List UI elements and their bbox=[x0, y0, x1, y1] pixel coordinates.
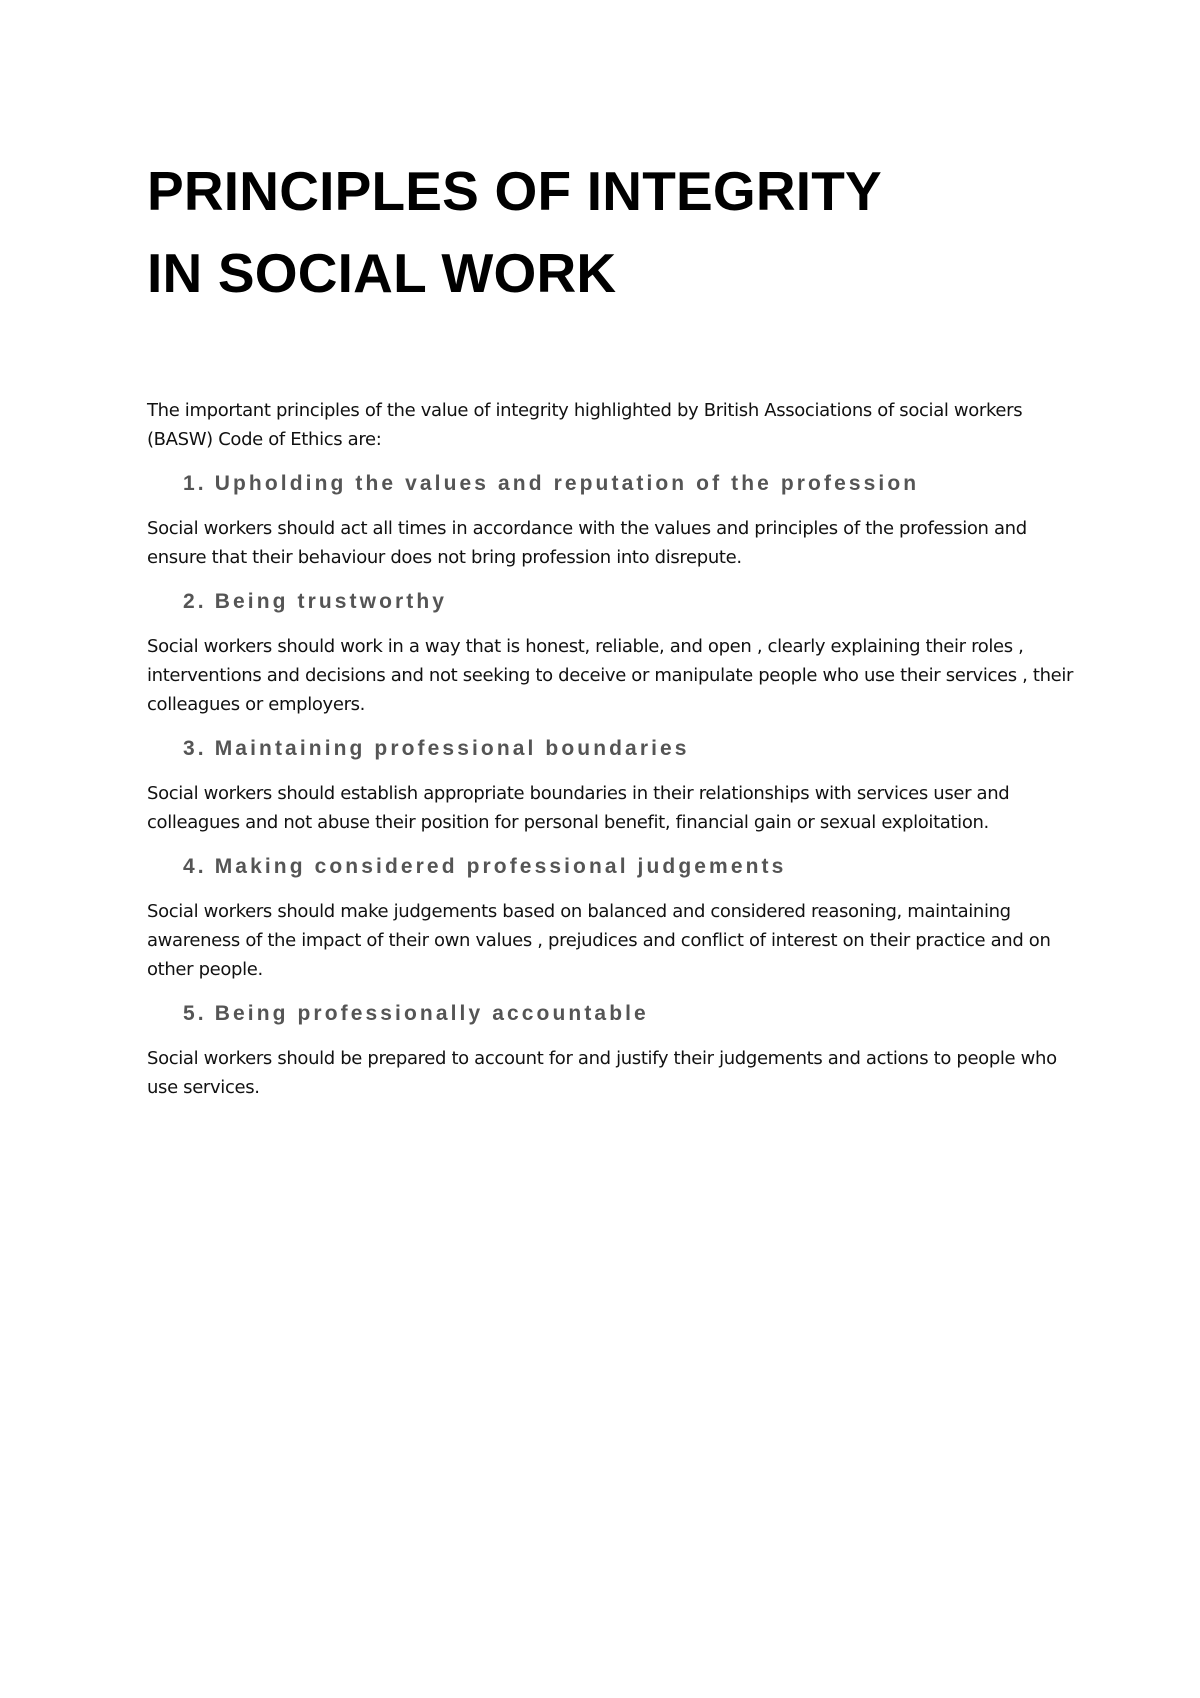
page-title-line-2: IN SOCIAL WORK bbox=[147, 242, 617, 304]
page-title bbox=[147, 150, 882, 314]
principle-number-5: 5. bbox=[183, 1002, 207, 1025]
principle-heading-4 bbox=[183, 853, 1077, 881]
intro-paragraph: The important principles of the value of integrity highlighted by British Associations of social workers (BASW) Code of Ethics are: bbox=[147, 400, 1023, 450]
principle-title-3: Maintaining professional boundaries bbox=[214, 737, 690, 760]
principle-number-1: 1. bbox=[183, 472, 207, 495]
principle-number-2: 2. bbox=[183, 590, 207, 613]
principle-text-1: Social workers should act all times in accordance with the values and principles of the profession and ensure that their behaviour does not bring profession into disrepute. bbox=[147, 518, 1027, 568]
principle-heading-1 bbox=[183, 470, 1077, 498]
principle-heading-5 bbox=[183, 1000, 1077, 1028]
principle-section-3 bbox=[147, 735, 1077, 837]
principle-heading-2 bbox=[183, 588, 1077, 616]
principle-text-3: Social workers should establish appropriate boundaries in their relationships with services user and colleagues and not abuse their position for personal benefit, financial gain or sexual exploitation. bbox=[147, 783, 1010, 833]
principle-text-2: Social workers should work in a way that is honest, reliable, and open , clearly explaining their roles , interventions and decisions and not seeking to deceive or manipulate people who use their services , their colleagues or employers. bbox=[147, 636, 1074, 715]
principle-title-1: Upholding the values and reputation of the profession bbox=[214, 472, 920, 495]
principle-heading-3 bbox=[183, 735, 1077, 763]
principle-number-4: 4. bbox=[183, 855, 207, 878]
page-title-line-1: PRINCIPLES OF INTEGRITY bbox=[147, 160, 882, 222]
principle-text-4: Social workers should make judgements based on balanced and considered reasoning, maintaining awareness of the impact of their own values , prejudices and conflict of interest on their practice and on other people. bbox=[147, 901, 1051, 980]
principle-section-2 bbox=[147, 588, 1077, 719]
principle-number-3: 3. bbox=[183, 737, 207, 760]
document-body bbox=[147, 396, 1077, 1118]
principle-title-5: Being professionally accountable bbox=[214, 1002, 649, 1025]
principle-text-5: Social workers should be prepared to account for and justify their judgements and actions to people who use services. bbox=[147, 1048, 1057, 1098]
principle-section-1 bbox=[147, 470, 1077, 572]
principle-title-2: Being trustworthy bbox=[214, 590, 448, 613]
principle-title-4: Making considered professional judgements bbox=[214, 855, 787, 878]
principle-section-4 bbox=[147, 853, 1077, 984]
principle-section-5 bbox=[147, 1000, 1077, 1102]
